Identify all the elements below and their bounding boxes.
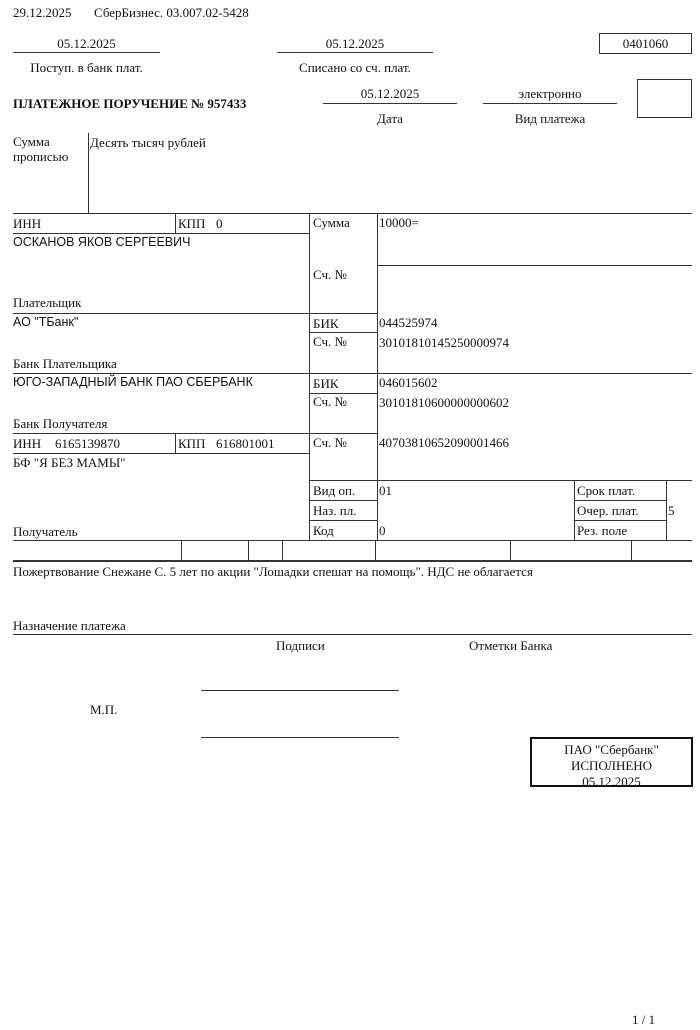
payer-kpp-label: КПП bbox=[178, 216, 206, 231]
tax-row-top-line bbox=[13, 540, 692, 541]
stamp-date: 05.12.2025 bbox=[582, 774, 641, 789]
payer-bank-bik: 044525974 bbox=[379, 315, 438, 330]
op-type-value: 01 bbox=[379, 483, 392, 498]
details-top-line bbox=[309, 480, 692, 481]
priority-label: Очер. плат. bbox=[577, 503, 639, 518]
payee-bank-account-label: Сч. № bbox=[313, 394, 347, 409]
payer-inn-label: ИНН bbox=[13, 216, 42, 231]
payer-inn-line bbox=[13, 233, 309, 234]
order-date-line bbox=[323, 103, 457, 104]
tax-divider-1 bbox=[181, 540, 182, 560]
payee-name: БФ "Я БЕЗ МАМЫ" bbox=[13, 455, 126, 470]
amount-words-value: Десять тысяч рублей bbox=[90, 135, 206, 150]
details-right-line-2 bbox=[574, 520, 666, 521]
details-right-divider bbox=[574, 480, 575, 540]
payee-bank-top-line bbox=[13, 373, 692, 374]
received-label: Поступ. в банк плат. bbox=[30, 60, 143, 75]
payee-inn-label: ИНН bbox=[13, 436, 42, 451]
label-column-right bbox=[377, 213, 378, 540]
signature-line-1 bbox=[201, 690, 399, 691]
bank-marks-label: Отметки Банка bbox=[469, 638, 553, 653]
payment-type: электронно bbox=[518, 86, 582, 101]
document-title: ПЛАТЕЖНОЕ ПОРУЧЕНИЕ № 957433 bbox=[13, 96, 247, 111]
tax-divider-3 bbox=[282, 540, 283, 560]
payee-bank-section-label: Банк Получателя bbox=[13, 416, 108, 431]
payee-inn-line bbox=[13, 453, 309, 454]
purpose-line bbox=[13, 634, 692, 635]
seal-label: М.П. bbox=[90, 702, 118, 717]
tax-divider-6 bbox=[631, 540, 632, 560]
purpose-code-label: Наз. пл. bbox=[313, 503, 357, 518]
amount-label: Сумма bbox=[313, 215, 350, 230]
payee-kpp-divider bbox=[175, 433, 176, 453]
payment-type-line bbox=[483, 103, 617, 104]
signature-line-2 bbox=[201, 737, 399, 738]
debited-date: 05.12.2025 bbox=[325, 36, 385, 51]
order-date-label: Дата bbox=[377, 111, 403, 126]
amount-value: 10000= bbox=[379, 215, 419, 230]
payee-top-line bbox=[13, 433, 377, 434]
payer-name: ОСКАНОВ ЯКОВ СЕРГЕЕВИЧ bbox=[13, 235, 191, 249]
payer-bank-name: АО "ТБанк" bbox=[13, 315, 79, 329]
page-number: 1 / 1 bbox=[632, 1012, 656, 1027]
signatures-label: Подписи bbox=[276, 638, 325, 653]
app-version: СберБизнес. 03.007.02-5428 bbox=[94, 5, 249, 20]
amount-words-label-1: Сумма bbox=[13, 134, 50, 149]
payee-inn: 6165139870 bbox=[55, 436, 120, 451]
received-date-line bbox=[13, 52, 160, 53]
label-column-left bbox=[309, 213, 310, 540]
payer-account-label: Сч. № bbox=[313, 267, 347, 282]
details-far-divider bbox=[666, 480, 667, 540]
code-label: Код bbox=[313, 523, 334, 538]
order-date: 05.12.2025 bbox=[360, 86, 420, 101]
payee-bank-bik-label: БИК bbox=[313, 376, 339, 391]
purpose-text: Пожертвование Снежане С. 5 лет по акции "Лошадки спешат на помощь". НДС не облагается bbox=[13, 564, 533, 579]
payee-account-label: Сч. № bbox=[313, 435, 347, 450]
form-code-box bbox=[599, 33, 692, 54]
tax-divider-4 bbox=[375, 540, 376, 560]
payer-bank-account-label: Сч. № bbox=[313, 334, 347, 349]
form-code: 0401060 bbox=[622, 36, 669, 51]
payee-kpp: 616801001 bbox=[216, 436, 275, 451]
tax-divider-5 bbox=[510, 540, 511, 560]
payee-bank-name: ЮГО-ЗАПАДНЫЙ БАНК ПАО СБЕРБАНК bbox=[13, 375, 253, 389]
print-date: 29.12.2025 bbox=[13, 5, 72, 20]
payer-bank-account: 30101810145250000974 bbox=[379, 335, 509, 350]
amount-words-divider bbox=[88, 133, 89, 213]
debited-label: Списано со сч. плат. bbox=[299, 60, 411, 75]
stamp-bank: ПАО "Сбербанк" bbox=[564, 742, 659, 757]
details-line-1 bbox=[309, 500, 377, 501]
payer-section-label: Плательщик bbox=[13, 295, 82, 310]
payer-bank-bik-label: БИК bbox=[313, 316, 339, 331]
amount-words-label-2: прописью bbox=[13, 149, 69, 164]
debited-date-line bbox=[277, 52, 433, 53]
status-box bbox=[637, 79, 692, 118]
payer-bank-top-line bbox=[13, 313, 377, 314]
bank-stamp bbox=[530, 737, 693, 787]
payee-section-label: Получатель bbox=[13, 524, 78, 539]
payee-bank-account: 30101810600000000602 bbox=[379, 395, 509, 410]
tax-divider-2 bbox=[248, 540, 249, 560]
payer-bik-line bbox=[309, 332, 377, 333]
received-date: 05.12.2025 bbox=[57, 36, 116, 51]
stamp-status: ИСПОЛНЕНО bbox=[570, 758, 653, 773]
payer-kpp-divider bbox=[175, 213, 176, 233]
details-line-2 bbox=[309, 520, 377, 521]
purpose-label: Назначение платежа bbox=[13, 618, 126, 633]
table-top-line bbox=[13, 213, 692, 214]
payee-bank-bik: 046015602 bbox=[379, 375, 438, 390]
priority-value: 5 bbox=[668, 503, 675, 518]
payer-kpp: 0 bbox=[216, 216, 223, 231]
payee-account: 40703810652090001466 bbox=[379, 435, 509, 450]
code-value: 0 bbox=[379, 523, 386, 538]
op-type-label: Вид оп. bbox=[313, 483, 356, 498]
tax-row-bottom-line bbox=[13, 560, 692, 562]
due-label: Срок плат. bbox=[577, 483, 636, 498]
payee-kpp-label: КПП bbox=[178, 436, 206, 451]
payment-type-label: Вид платежа bbox=[514, 111, 586, 126]
payer-bank-section-label: Банк Плательщика bbox=[13, 356, 117, 371]
amount-account-line bbox=[377, 265, 692, 266]
details-right-line-1 bbox=[574, 500, 666, 501]
reserve-label: Рез. поле bbox=[577, 523, 628, 538]
